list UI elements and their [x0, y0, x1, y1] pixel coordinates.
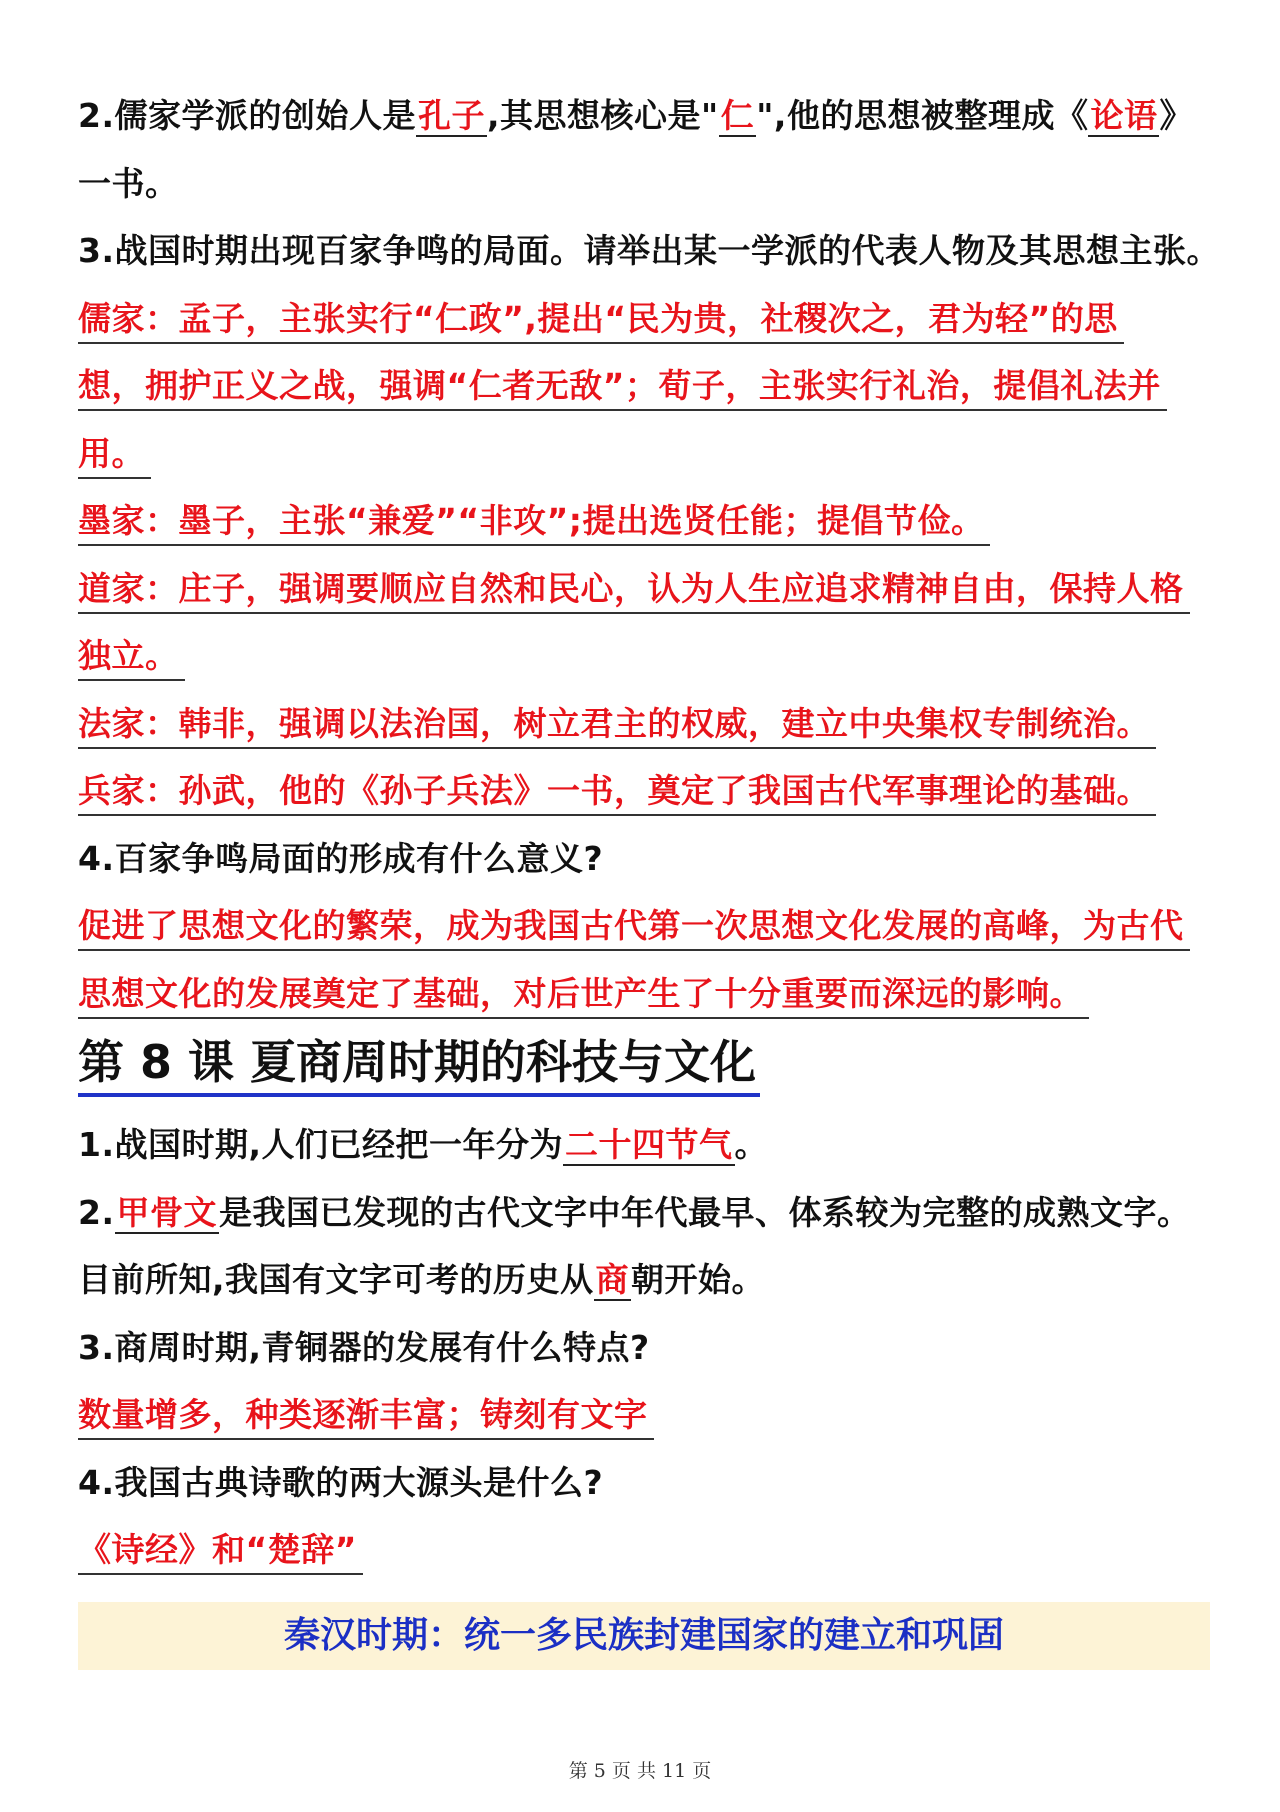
answer-confucius: 孔子	[418, 96, 485, 135]
period-banner: 秦汉时期：统一多民族封建国家的建立和巩固	[78, 1602, 1210, 1670]
answer-solar-terms: 二十四节气	[565, 1125, 733, 1164]
answer-shang: 商	[595, 1260, 630, 1299]
confucian-line-2: 一书。	[78, 163, 179, 203]
page-footer: 第 5 页 共 11 页	[568, 1760, 712, 1782]
q3-dao-line-1: 道家：庄子，强调要顺应自然和民心，认为人生应追求精神自由，保持人格	[78, 555, 1213, 623]
answer-oracle-bone: 甲骨文	[116, 1192, 217, 1232]
lesson8-q3-answer: 数量增多，种类逐渐丰富；铸刻有文字	[78, 1381, 1213, 1449]
lesson8-q4: 4.我国古典诗歌的两大源头是什么?	[78, 1462, 604, 1502]
lesson8-q4-answer: 《诗经》和“楚辞”	[78, 1516, 1213, 1584]
q4-answer-line-1: 促进了思想文化的繁荣，成为我国古代第一次思想文化发展的高峰，为古代	[78, 892, 1213, 960]
q3-ru-line-2: 想，拥护正义之战，强调“仁者无敌”；荀子，主张实行礼治，提倡礼法并	[78, 352, 1213, 420]
lesson8-q3: 3.商周时期,青铜器的发展有什么特点?	[78, 1327, 650, 1367]
confucian-line-1: 2.儒家学派的创始人是孔子,其思想核心是"仁",他的思想被整理成《论语》	[78, 96, 1193, 135]
q3-fa-line: 法家：韩非，强调以法治国，树立君主的权威，建立中央集权专制统治。	[78, 690, 1213, 758]
q4-question: 4.百家争鸣局面的形成有什么意义?	[78, 838, 604, 878]
answer-lunyu: 论语	[1090, 96, 1158, 135]
q3-dao-line-2: 独立。	[78, 622, 1213, 690]
q3-bing-line: 兵家：孙武，他的《孙子兵法》一书，奠定了我国古代军事理论的基础。	[78, 757, 1213, 825]
q3-question: 3.战国时期出现百家争鸣的局面。请举出某一学派的代表人物及其思想主张。	[78, 231, 1220, 270]
lesson-heading: 第 8 课 夏商周时期的科技与文化	[78, 1031, 1213, 1111]
lesson8-q2-line-1: 2.甲骨文是我国已发现的古代文字中年代最早、体系较为完整的成熟文字。	[78, 1192, 1191, 1232]
q3-mo-line: 墨家：墨子，主张“兼爱”“非攻”;提出选贤任能；提倡节俭。	[78, 487, 1213, 555]
answer-ren: 仁	[720, 96, 755, 135]
lesson8-q1: 1.战国时期,人们已经把一年分为二十四节气。	[78, 1125, 769, 1164]
document-page	[78, 82, 1220, 1670]
q4-answer-line-2: 思想文化的发展奠定了基础，对后世产生了十分重要而深远的影响。	[78, 960, 1213, 1028]
lesson8-q2-line-2: 目前所知,我国有文字可考的历史从商朝开始。	[78, 1260, 766, 1299]
q3-ru-line-3: 用。	[78, 420, 1213, 488]
q3-ru-line-1: 儒家：孟子，主张实行“仁政”,提出“民为贵，社稷次之，君为轻”的思	[78, 285, 1213, 353]
